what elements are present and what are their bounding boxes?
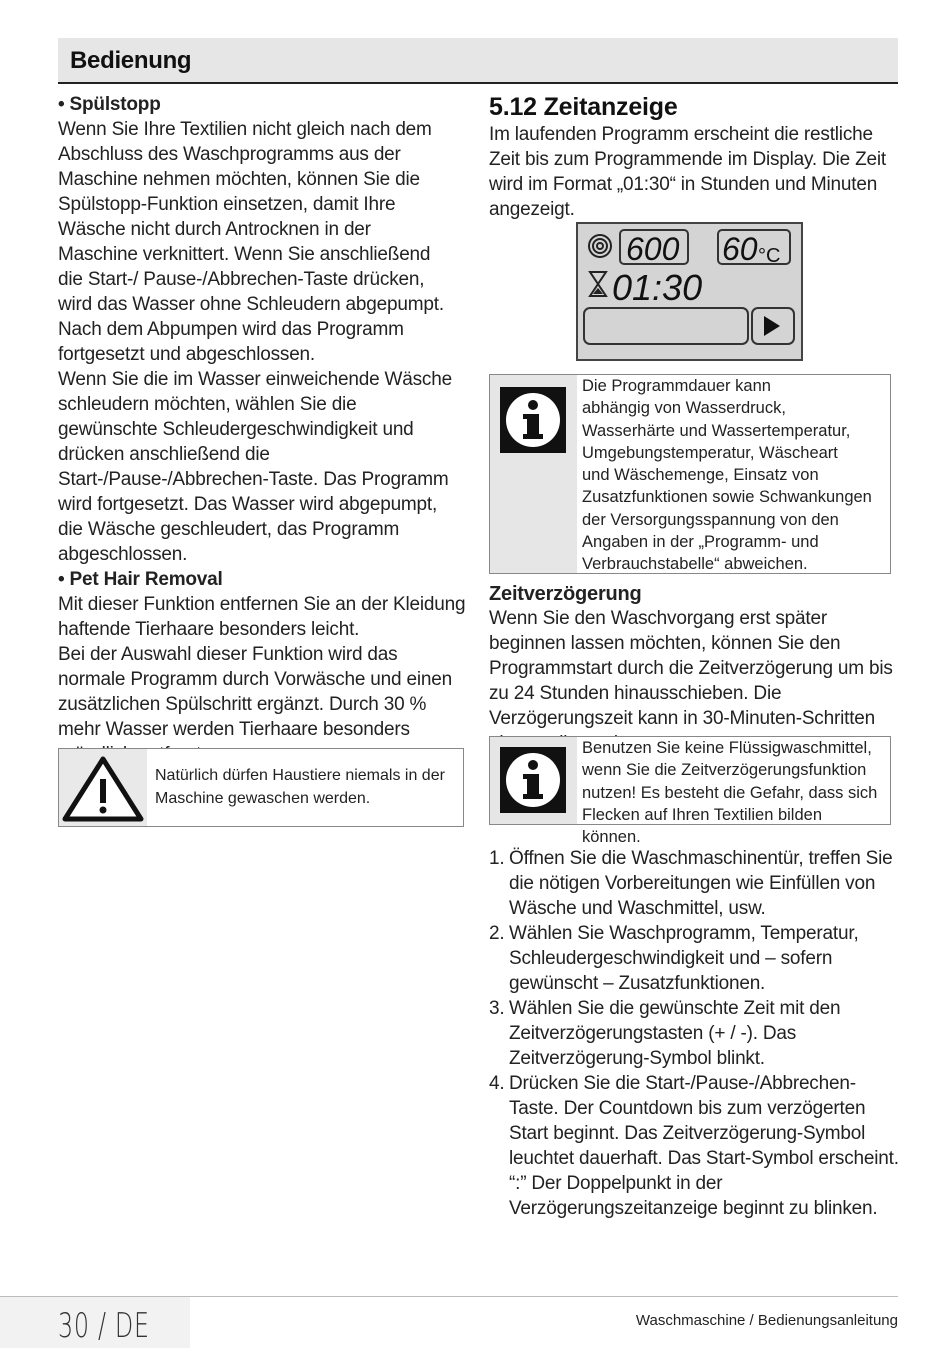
info1-line: und Wäschemenge, Einsatz von xyxy=(582,466,819,485)
page-number: 30 / DE xyxy=(58,1306,150,1346)
info-icon-cell xyxy=(490,737,577,824)
warning-triangle-icon xyxy=(59,749,147,826)
right-column xyxy=(489,92,901,222)
step-text: Wählen Sie Waschprogramm, Temperatur, Schleudergeschwindigkeit und – sofern gewünscht – Zusatzfunktionen. xyxy=(509,923,859,994)
list-item xyxy=(489,846,901,921)
warning-box xyxy=(58,748,464,827)
steps-list xyxy=(489,846,901,1221)
info-text-1 xyxy=(582,375,882,576)
info1-line: Zusatzfunktionen sowie Schwankungen xyxy=(582,488,872,507)
info2-line: Flecken auf Ihren Textilien bilden können. xyxy=(582,805,823,847)
step-number: 4. xyxy=(489,1073,505,1094)
info2-line: wenn Sie die Zeitverzögerungsfunktion xyxy=(582,761,867,780)
zeitanzeige-intro: Im laufenden Programm erscheint die restliche Zeit bis zum Programmende im Display. Die Zeit wird im Format „01:30“ in Stunden und Minuten angezeigt. xyxy=(489,124,886,220)
delay-section xyxy=(489,582,901,756)
info1-line: abhängig von Wasserdruck, xyxy=(582,399,786,418)
info2-line: Benutzen Sie keine Flüssigwaschmittel, xyxy=(582,739,872,757)
play-icon xyxy=(764,316,780,336)
info-icon xyxy=(500,387,566,453)
info-box-liquid-detergent xyxy=(489,736,891,847)
step-number: 2. xyxy=(489,923,505,944)
step-text: Öffnen Sie die Waschmaschinentür, treffen Sie die nötigen Vorbereitungen wie Einfüllen von Wäsche und Waschmittel, usw. xyxy=(509,848,893,919)
hourglass-icon xyxy=(590,272,606,296)
lcd-temp-value: 60 xyxy=(722,231,758,267)
lcd-spin-value: 600 xyxy=(626,231,680,267)
info1-line: der Versorgungsspannung von den xyxy=(582,510,839,529)
info1-line: Verbrauchstabelle“ abweichen. xyxy=(582,555,808,574)
left-column xyxy=(58,92,468,767)
step-number: 3. xyxy=(489,998,505,1019)
step-number: 1. xyxy=(489,848,505,869)
list-item xyxy=(489,921,901,996)
spin-icon xyxy=(589,235,611,257)
lcd-display xyxy=(576,222,803,361)
spuelstopp-paragraph-2: Wenn Sie die im Wasser einweichende Wäsche schleudern möchten, wählen Sie die gewünschte Schleudergeschwindigkeit und drücken anschließend die Start-/Pause-/Abbrechen-Taste. Das Programm wird fortgesetzt. Das Wasser wird abgepumpt, die Wäsche geschleudert, das Programm abgeschlossen. xyxy=(58,369,452,565)
info-icon xyxy=(500,747,566,813)
pethair-paragraph-2: Bei der Auswahl dieser Funktion wird das normale Programm durch Vorwäsche und einen zusätzlichen Spülschritt ergänzt. Durch 30 % mehr Wasser werden Tierhaare besonders xyxy=(58,644,452,740)
step-text: Drücken Sie die Start-/Pause-/Abbrechen-Taste. Der Countdown bis zum verzögerten Start beginnt. Das Zeitverzögerung-Symbol leuchtet dauerhaft. Das Start-Symbol erscheint. “:” Der Doppelpunkt in der Verzögerungszeitanzeige beginnt zu blinken. xyxy=(509,1073,899,1219)
spuelstopp-paragraph-1: Wenn Sie Ihre Textilien nicht gleich nach dem Abschluss des Waschprogramms aus der Maschine nehmen möchten, können Sie die Spülstopp-Funktion einsetzen, damit Ihre Wäsche nicht durch Antrocknen in der Maschine verknittert. Wenn Sie anschließend die Start-/ Pause-/Abbrechen-Taste drücken, wird das Wasser ohne Schleudern abgepumpt. Nach dem Abpumpen wird das Programm fortgesetzt und abgeschlossen. xyxy=(58,119,444,365)
zeitanzeige-heading: 5.12 Zeitanzeige xyxy=(489,93,678,121)
info1-line: Umgebungstemperatur, Wäscheart xyxy=(582,443,838,462)
lcd-display-graphic xyxy=(578,224,801,359)
pethair-heading: • Pet Hair Removal xyxy=(58,569,223,590)
lcd-time-value: 01:30 xyxy=(612,267,703,308)
info-text-2 xyxy=(582,737,882,848)
spuelstopp-heading: • Spülstopp xyxy=(58,94,161,115)
document-title: Waschmaschine / Bedienungsanleitung xyxy=(635,1312,898,1329)
info-icon-cell xyxy=(490,375,577,573)
info1-line: Wasserhärte und Wassertemperatur, xyxy=(582,421,851,440)
warning-text: Natürlich dürfen Haustiere niemals in der Maschine gewaschen werden. xyxy=(155,767,445,807)
delay-text: Wenn Sie den Waschvorgang erst später beginnen lassen möchten, können Sie den Programmstart durch die Zeitverzögerung um bis zu 24 Stunden hinausschieben. Die Verzögerungszeit kann in 30-Minuten-Schritten xyxy=(489,608,893,729)
info2-line: nutzen! Es besteht die Gefahr, dass sich xyxy=(582,783,878,802)
info-box-program-duration xyxy=(489,374,891,574)
info1-line: Die Programmdauer kann xyxy=(582,377,771,395)
warning-icon-cell xyxy=(59,749,147,826)
pethair-paragraph-1: Mit dieser Funktion entfernen Sie an der Kleidung haftende Tierhaare besonders leicht. xyxy=(58,594,466,640)
list-item xyxy=(489,1071,901,1221)
lcd-progress-segment xyxy=(584,308,748,344)
step-text: Wählen Sie die gewünschte Zeit mit den Zeitverzögerungstasten (+ / -). Das Zeitverzögerung-Symbol blinkt. xyxy=(509,998,841,1069)
lcd-temp-unit: °C xyxy=(758,245,781,267)
section-title: Bedienung xyxy=(70,47,192,74)
section-header xyxy=(58,38,898,84)
info1-line: Angaben in der „Programm- und xyxy=(582,533,819,552)
list-item xyxy=(489,996,901,1071)
delay-heading: Zeitverzögerung xyxy=(489,583,642,605)
